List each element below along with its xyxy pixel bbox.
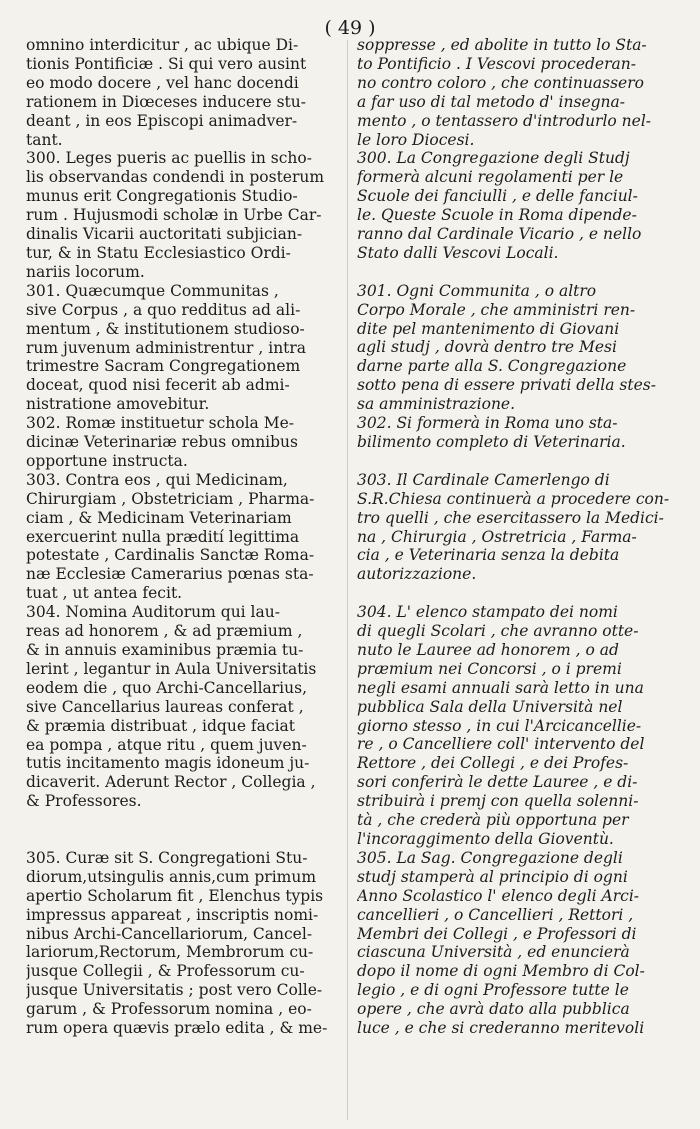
italian-text-line: no contro coloro , che continuassero: [357, 73, 644, 92]
italian-text-line: dopo il nome di ogni Membro di Col-: [357, 962, 645, 981]
italian-text-line: le loro Diocesi.: [357, 130, 475, 149]
italian-text-line: na , Chirurgia , Ostretricia , Farma-: [357, 527, 637, 546]
latin-text-spacer: [26, 811, 348, 830]
latin-text-line: tionis Pontificiæ . Si qui vero ausint: [26, 54, 307, 73]
latin-text-line: lariorum,Rectorum, Membrorum cu-: [26, 943, 314, 962]
italian-text-line: tà , che crederà più opportuna per: [357, 811, 629, 830]
italian-text-line: darne parte alla S. Congregazione: [357, 357, 627, 376]
latin-text-line: rationem in Diœceses inducere stu-: [26, 92, 306, 111]
latin-text-line: 305. Curæ sit S. Congregationi Stu-: [26, 848, 308, 867]
italian-text-line: ciascuna Università , ed enuncierà: [357, 943, 630, 962]
latin-text-line: rum opera quævis prælo edita , & me-: [26, 1019, 328, 1038]
italian-text-line: Scuole dei fanciulli , e delle fanciul-: [357, 187, 638, 206]
italian-text-line: ranno dal Cardinale Vicario , e nello: [357, 225, 642, 244]
latin-text-line: garum , & Professorum nomina , eo-: [26, 1000, 312, 1019]
latin-text-line: opportune instructa.: [26, 451, 188, 470]
latin-text-line: potestate , Cardinalis Sanctæ Roma-: [26, 546, 315, 565]
italian-text-line: sotto pena di essere privati della stes-: [357, 376, 656, 395]
italian-text-line: Rettore , dei Collegi , e dei Profes-: [357, 754, 629, 773]
italian-text-line: di quegli Scolari , che avranno otte-: [357, 622, 639, 641]
latin-text-line: tuat , ut antea fecit.: [26, 584, 183, 603]
latin-text-line: reas ad honorem , & ad præmium ,: [26, 622, 303, 641]
italian-text-line: cia , e Veterinaria senza la debita: [357, 546, 620, 565]
italian-text-line: to Pontificio . I Vescovi procederan-: [357, 54, 636, 73]
italian-text-line: præmium nei Concorsi , o i premi: [357, 659, 622, 678]
italian-text-line: Stato dalli Vescovi Locali.: [357, 243, 559, 262]
latin-text-line: 303. Contra eos , qui Medicinam,: [26, 470, 288, 489]
latin-text-line: lerint , legantur in Aula Universitatis: [26, 659, 317, 678]
latin-text-line: eodem die , quo Archi-Cancellarius,: [26, 678, 308, 697]
latin-text-line: dinalis Vicarii auctoritati subjician-: [26, 225, 303, 244]
latin-text-line: deant , in eos Episcopi animadver-: [26, 111, 298, 130]
italian-text-line: 302. Si formerà in Roma uno sta-: [357, 414, 618, 433]
latin-text-line: jusque Universitatis ; post vero Colle-: [26, 981, 323, 1000]
italian-text-line: l'incoraggimento della Gioventù.: [357, 830, 614, 849]
latin-text-line: trimestre Sacram Congregationem: [26, 357, 301, 376]
latin-text-line: dicinæ Veterinariæ rebus omnibus: [26, 433, 298, 452]
latin-text-line: diorum,utsingulis annis,cum primum: [26, 867, 317, 886]
latin-text-line: tur, & in Statu Ecclesiastico Ordi-: [26, 243, 291, 262]
italian-text-line: opere , che avrà dato alla pubblica: [357, 1000, 630, 1019]
italian-text-line: soppresse , ed abolite in tutto lo Sta-: [357, 36, 647, 54]
latin-text-line: rum juvenum administrentur , intra: [26, 338, 307, 357]
italian-text-line: Anno Scolastico l' elenco degli Arci-: [357, 886, 640, 905]
latin-text-line: nibus Archi-Cancellariorum, Cancel-: [26, 924, 313, 943]
latin-text-line: tutis incitamento magis idoneum ju-: [26, 754, 310, 773]
latin-text-line: exercuerint nulla prædití legittima: [26, 527, 300, 546]
latin-text-line: sive Corpus , a quo redditus ad ali-: [26, 300, 301, 319]
latin-text-line: rum . Hujusmodi scholæ in Urbe Car-: [26, 206, 322, 225]
latin-text-line: ciam , & Medicinam Veterinariam: [26, 508, 292, 527]
latin-column: [26, 36, 348, 1038]
latin-text-line: jusque Collegii , & Professorum cu-: [26, 962, 305, 981]
italian-text-line: formerà alcuni regolamenti per le: [357, 168, 624, 187]
latin-text-line: mentum , & institutionem studioso-: [26, 319, 305, 338]
italian-text-line: negli esami annuali sarà letto in una: [357, 678, 644, 697]
italian-text-line: nuto le Lauree ad honorem , o ad: [357, 640, 619, 659]
italian-text-line: autorizzazione.: [357, 565, 477, 584]
page-number: ( 49 ): [324, 17, 376, 39]
latin-text-line: munus erit Congregationis Studio-: [26, 187, 298, 206]
latin-text-line: ea pompa , atque ritu , quem juven-: [26, 735, 307, 754]
italian-text-line: sori conferirà le dette Lauree , e di-: [357, 773, 638, 792]
italian-text-line: Corpo Morale , che amministri ren-: [357, 300, 636, 319]
italian-text-line: 301. Ogni Communita , o altro: [357, 281, 597, 300]
italian-text-line: giorno stesso , in cui l'Arcicancellie-: [357, 716, 642, 735]
italian-text-line: stribuirà i premj con quella solenni-: [357, 792, 639, 811]
italian-text-line: re , o Cancelliere coll' intervento del: [357, 735, 645, 754]
italian-text-line: Membri dei Collegi , e Professori di: [357, 924, 637, 943]
italian-text-line: a far uso di tal metodo d' insegna-: [357, 92, 626, 111]
latin-text-line: næ Ecclesiæ Camerarius pœnas sta-: [26, 565, 314, 584]
latin-text-line: omnino interdicitur , ac ubique Di-: [26, 36, 299, 54]
italian-text-line: le. Queste Scuole in Roma dipende-: [357, 206, 637, 225]
italian-text-line: pubblica Sala della Università nel: [357, 697, 623, 716]
latin-text-line: eo modo docere , vel hanc docendi: [26, 73, 299, 92]
latin-text-line: 304. Nomina Auditorum qui lau-: [26, 603, 280, 622]
italian-text-line: S.R.Chiesa continuerà a procedere con-: [357, 489, 670, 508]
latin-text-line: & Professores.: [26, 792, 142, 811]
latin-text-line: apertio Scholarum fit , Elenchus typis: [26, 886, 324, 905]
italian-text-line: dite pel mantenimento di Giovani: [357, 319, 620, 338]
italian-text-line: studj stamperà al principio di ogni: [357, 867, 628, 886]
latin-text-line: dicaverit. Aderunt Rector , Collegia ,: [26, 773, 316, 792]
italian-text-line: sa amministrazione.: [357, 395, 516, 414]
latin-text-line: nistratione amovebitur.: [26, 395, 210, 414]
italian-text-line: agli studj , dovrà dentro tre Mesi: [357, 338, 617, 357]
italian-column: [357, 36, 679, 1038]
latin-text-line: doceat, quod nisi fecerit ab admi-: [26, 376, 290, 395]
latin-text-line: & in annuis examinibus præmia tu-: [26, 641, 304, 659]
italian-text-line: legio , e di ogni Professore tutte le: [357, 981, 629, 1000]
latin-text-line: Chirurgiam , Obstetriciam , Pharma-: [26, 489, 315, 508]
italian-text-line: 304. L' elenco stampato dei nomi: [357, 603, 618, 622]
latin-text-line: impressus appareat , inscriptis nomi-: [26, 905, 319, 924]
latin-text-line: nariis locorum.: [26, 262, 145, 281]
latin-text-line: tant.: [26, 130, 63, 149]
italian-text-spacer: [357, 584, 679, 603]
italian-text-line: tro quelli , che esercitassero la Medici-: [357, 508, 664, 527]
latin-text-line: 302. Romæ instituetur schola Me-: [26, 414, 295, 433]
italian-text-line: bilimento completo di Veterinaria.: [357, 433, 626, 452]
italian-text-spacer: [357, 263, 679, 282]
latin-text-line: 301. Quæcumque Communitas ,: [26, 281, 279, 300]
italian-text-line: 303. Il Cardinale Camerlengo di: [357, 470, 610, 489]
latin-text-line: sive Cancellarius laureas conferat ,: [26, 697, 304, 716]
italian-text-line: luce , e che si crederanno meritevoli: [357, 1019, 645, 1038]
italian-text-line: cancellieri , o Cancellieri , Rettori ,: [357, 905, 634, 924]
italian-text-line: mento , o tentassero d'introdurlo nel-: [357, 111, 652, 130]
italian-text-line: 300. La Congregazione degli Studj: [357, 149, 630, 168]
italian-text-spacer: [357, 452, 679, 471]
italian-text-line: 305. La Sag. Congregazione degli: [357, 848, 623, 867]
latin-text-line: 300. Leges pueris ac puellis in scho-: [26, 149, 312, 168]
latin-text-spacer: [26, 830, 348, 849]
latin-text-line: lis observandas condendi in posterum: [26, 168, 325, 187]
latin-text-line: & præmia distribuat , idque faciat: [26, 716, 296, 735]
